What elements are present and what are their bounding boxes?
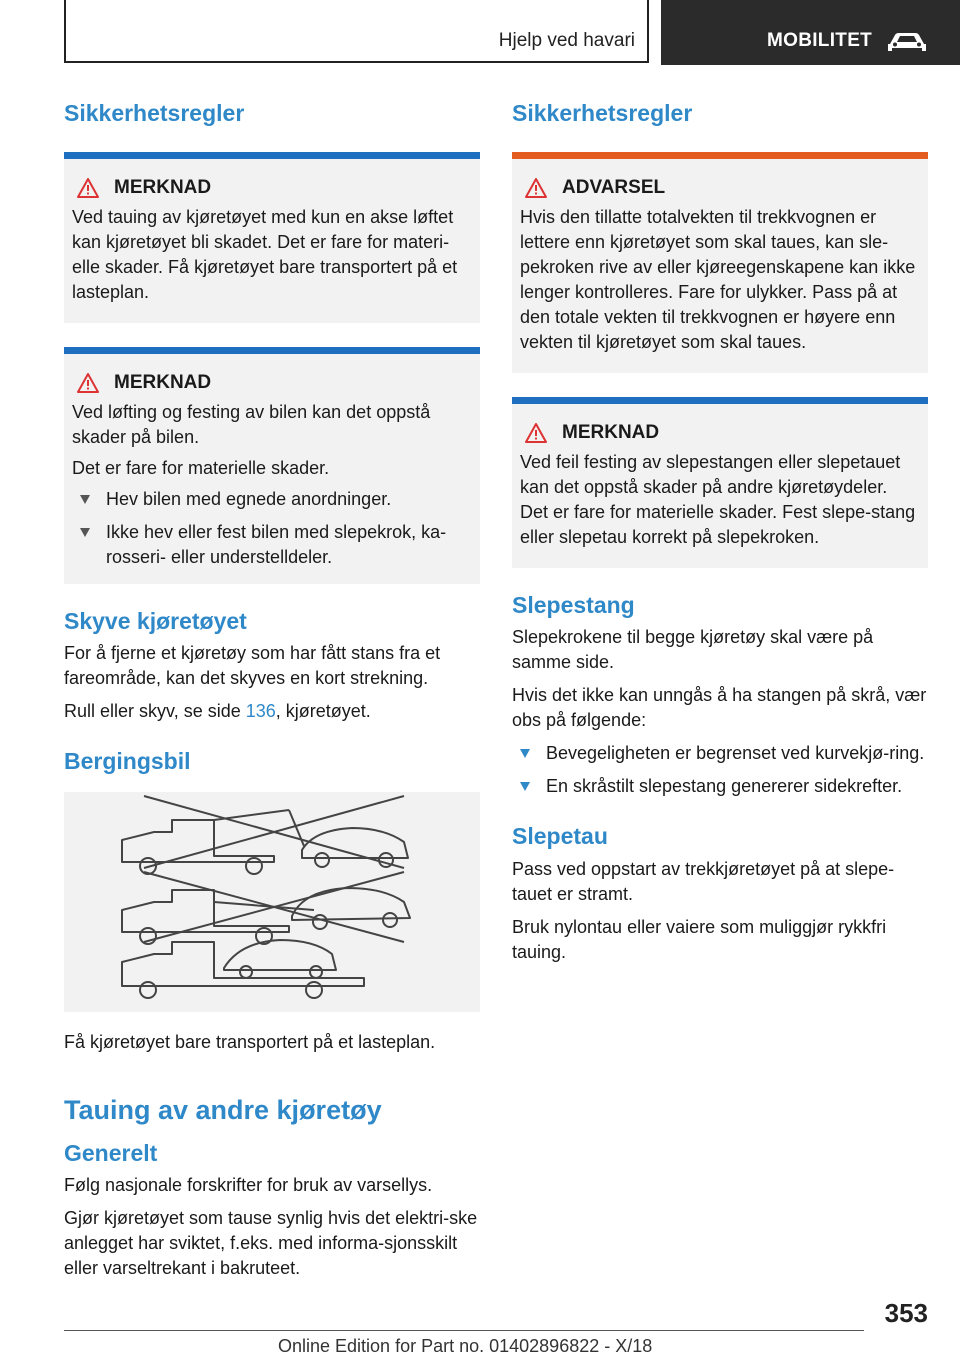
towbar-list: [512, 741, 928, 799]
note-label: MERKNAD: [114, 371, 212, 393]
general-text: Følg nasjonale forskrifter for bruk av varsellys.: [64, 1175, 433, 1196]
tow-truck-caption: Få kjøretøyet bare transportert på et lasteplan.: [64, 1031, 436, 1052]
header-chapter-title: MOBILITET: [767, 30, 873, 51]
note-text: Ved løfting og festing av bilen kan det oppstå skader på bilen.: [72, 401, 431, 447]
left-heading: Sikkerhetsregler: [64, 100, 245, 126]
tow-truck-drawing: [64, 792, 480, 1012]
header-chapter-box: [661, 0, 960, 65]
towrope-text: Bruk nylontau eller vaiere som muliggjør rykkfri tauing.: [512, 916, 887, 962]
note-header: [72, 372, 472, 394]
page-number: 353: [884, 1298, 928, 1328]
warning-header: [520, 177, 920, 199]
warning-triangle-icon: [76, 177, 100, 199]
bullet-triangle-icon: [80, 495, 90, 504]
general-heading: Generelt: [64, 1139, 158, 1166]
note-box: [64, 152, 480, 323]
towbar-text: Slepekrokene til begge kjøretøy skal være på samme side.: [512, 627, 874, 673]
general-text: Gjør kjøretøyet som tause synlig hvis det elektri-ske anlegget har sviktet, f.eks. med informa-sjonsskilt eller varseltrekant i bakruteet.: [64, 1208, 478, 1279]
bullet-triangle-icon: [80, 528, 90, 537]
towrope-heading: Slepetau: [512, 823, 608, 850]
warning-box: [512, 152, 928, 373]
note-header: [72, 177, 472, 199]
right-heading: Sikkerhetsregler: [512, 100, 693, 126]
car-icon: [886, 30, 928, 54]
push-heading: Skyve kjøretøyet: [64, 607, 247, 634]
warning-text: Hvis den tillatte totalvekten til trekkvognen er lettere enn kjøretøyet som skal taues, kan sle-pekroken rive av eller kjøreegenskapene kan ikke lenger kontrolleres. Fare for ulykker. Pass på at den totale vekten til trekkvognen er høyere enn vekten til kjøretøyet som skal taues.: [520, 206, 916, 352]
note-label: MERKNAD: [114, 176, 212, 198]
left-column: [64, 100, 480, 1289]
towbar-text: Hvis det ikke kan unngås å ha stangen på skrå, vær obs på følgende:: [512, 685, 927, 731]
note-list: [72, 487, 472, 570]
footer-divider: [64, 1330, 864, 1331]
tow-truck-illustration: [64, 792, 480, 1012]
push-reference: Rull eller skyv, se side 136, kjøretøyet.: [64, 701, 371, 722]
header-section-box: [64, 0, 649, 63]
note-text: Ved feil festing av slepestangen eller slepetauet kan det oppstå skader på andre kjøretøydeler. Det er fare for materielle skader. Fest slepe-stang eller slepetau korrekt på slepekroken.: [520, 451, 916, 547]
right-column: [512, 100, 928, 973]
warning-label: ADVARSEL: [562, 176, 666, 198]
towrope-text: Pass ved oppstart av trekkjøretøyet på at slepe-tauet er stramt.: [512, 858, 895, 904]
note-text: Ved tauing av kjøretøyet med kun en akse løftet kan kjøretøyet bli skadet. Det er fare for materi-elle skader. Få kjøretøyet bare transportert på et lasteplan.: [72, 206, 458, 302]
warning-triangle-icon: [76, 372, 100, 394]
push-text: For å fjerne et kjøretøy som har fått stans fra et fareområde, kan det skyves en kort strekning.: [64, 643, 441, 689]
note-text: Det er fare for materielle skader.: [72, 457, 330, 478]
header-section-title: Hjelp ved havari: [498, 30, 635, 51]
towing-others-heading: Tauing av andre kjøretøy: [64, 1094, 382, 1125]
list-item: Ikke hev eller fest bilen med slepekrok, ka-rosseri- eller understelldeler.: [72, 520, 472, 570]
warning-triangle-icon: [524, 422, 548, 444]
note-label: MERKNAD: [562, 421, 660, 443]
page-link[interactable]: 136: [245, 701, 276, 722]
list-item: Bevegeligheten er begrenset ved kurvekjø-ring.: [512, 741, 928, 766]
note-box: [64, 347, 480, 584]
warning-triangle-icon: [524, 177, 548, 199]
list-item: En skråstilt slepestang genererer sidekrefter.: [512, 774, 928, 799]
note-header: [520, 422, 920, 444]
footer-edition: Online Edition for Part no. 01402896822 - X/18: [278, 1336, 653, 1356]
list-item: Hev bilen med egnede anordninger.: [72, 487, 472, 512]
bullet-triangle-icon: [520, 749, 530, 758]
note-box: [512, 397, 928, 568]
bullet-triangle-icon: [520, 782, 530, 791]
tow-truck-heading: Bergingsbil: [64, 748, 191, 775]
towbar-heading: Slepestang: [512, 591, 635, 618]
